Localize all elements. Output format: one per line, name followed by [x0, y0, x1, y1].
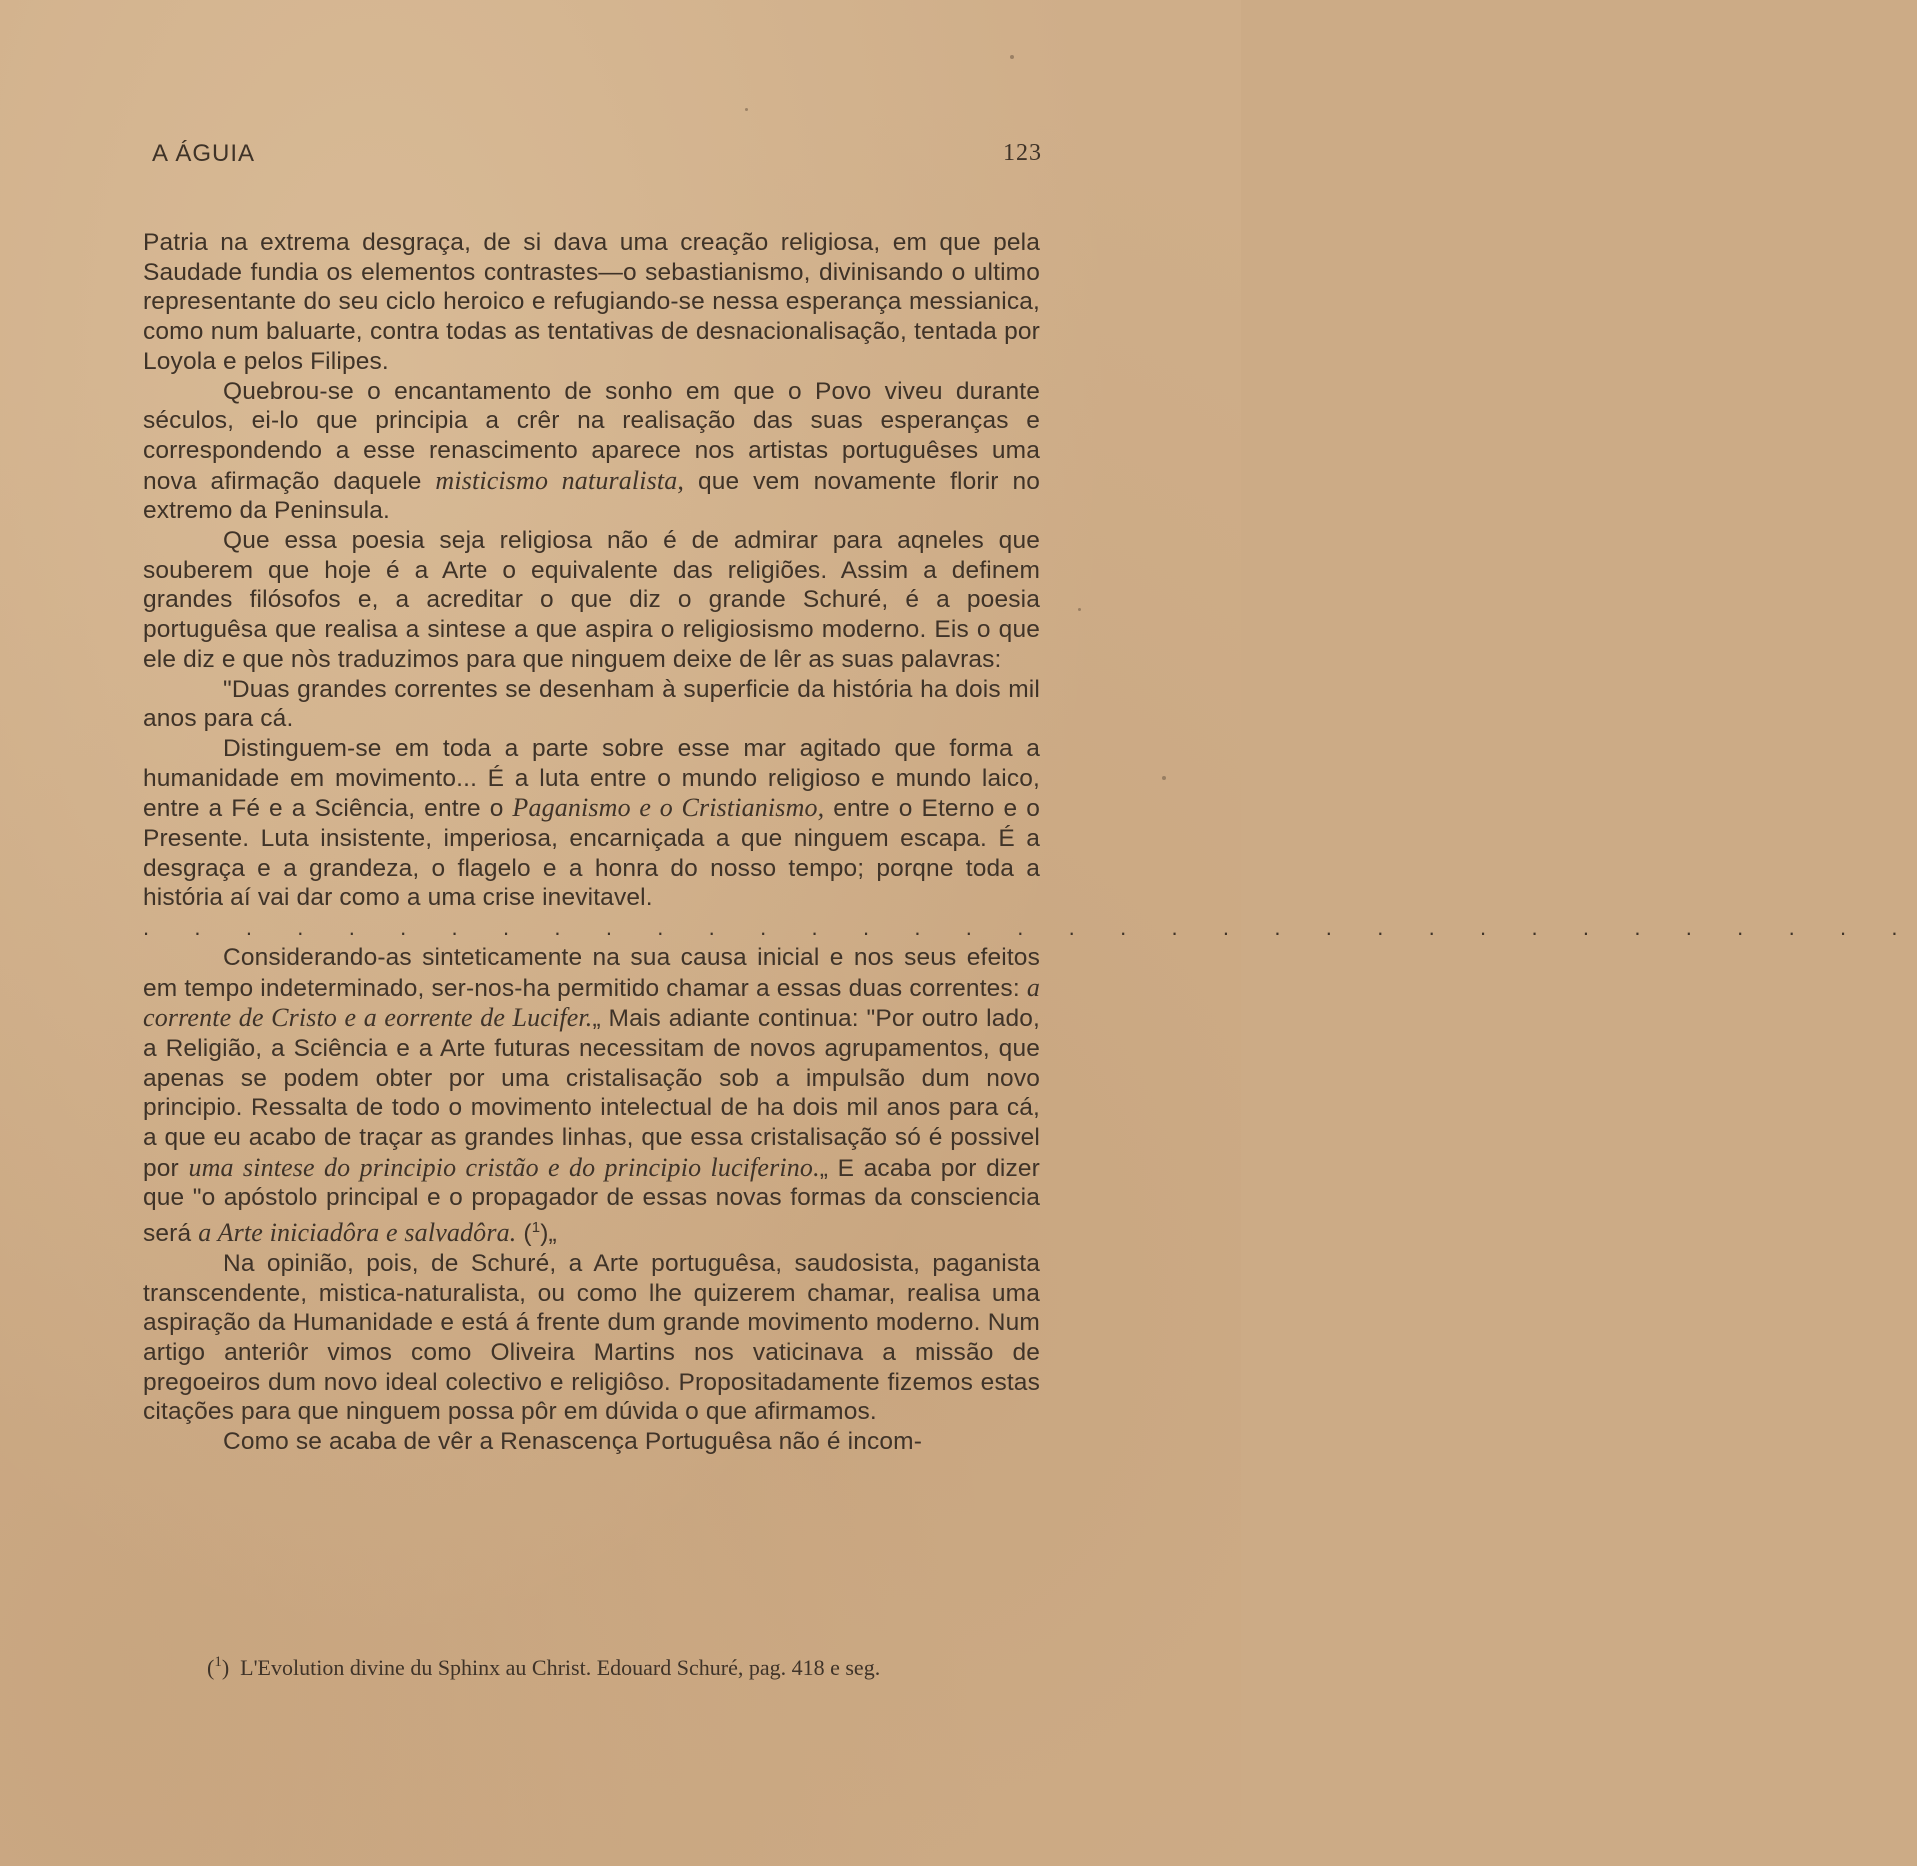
paragraph-text: Como se acaba de vêr a Renascença Portuguêsa não é incom- — [223, 1428, 923, 1456]
article-body — [143, 228, 1917, 1457]
paper-speck — [1010, 55, 1014, 59]
emphasis-text: a Arte iniciadôra e salvadôra. — [198, 1218, 517, 1248]
footnote — [207, 1648, 1037, 1682]
paper-speck — [1078, 608, 1081, 611]
paragraph-text: Patria na extrema desgraça, de si dava uma creação religiosa, em que pela Saudade fundia os elementos contrastes—o sebastianismo, divinisando o ultimo representante do seu ciclo heroico e refugiando-se nessa esperança messianica, como num baluarte, contra todas as tentativas de desnacionalisação, tentada por Loyola e pelos Filipes. — [143, 229, 1040, 375]
paragraph — [143, 377, 1040, 527]
paper-speck — [745, 108, 748, 111]
paragraph — [143, 526, 1040, 675]
paragraph — [143, 228, 1040, 377]
footnote-ref: ($^1$)„ — [523, 1219, 557, 1248]
emphasis-text: Paganismo e o Cristianismo, — [512, 793, 825, 823]
footnote-text: L'Evolution divine du Sphinx au Christ. Edouard Schuré, pag. 418 e seg. — [240, 1655, 881, 1680]
paragraph-text: „ Mais adiante continua: "Por outro lado, a Religião, a Sciência e a Arte futuras necessitam de novos agrupamentos, que apenas se podem obter por uma cristalisação sob a impulsão dum novo principio. Ressalta de todo o movimento intelectual de ha dois mil anos para cá, a que eu acabo de traçar as grandes linhas, que essa cristalisação só é possivel por — [143, 1005, 1040, 1182]
paragraph-text: Distinguem-se em toda a parte sobre esse mar agitado que forma a humanidade em movimento... É a luta entre o mundo religioso e mundo laico, entre a Fé e a Sciência, entre o — [143, 734, 1040, 823]
paragraph-text: "Duas grandes correntes se desenham à superficie da história ha dois mil anos para cá. — [143, 675, 1040, 733]
paper-speck — [1162, 776, 1166, 780]
page-number: 123 — [1003, 140, 1042, 166]
quotation-paragraph — [143, 675, 1040, 734]
footnote-marker: ($^1$) — [207, 1654, 230, 1680]
ellipsis-divider: . . . . . . . . . . . . . . . . . . . . . . . . . . . . . . . . . . . — [143, 915, 1917, 941]
paragraph-text: entre o Eterno e o Presente. Luta insistente, imperiosa, encarniçada a que ninguem escapa. É a desgraça e a grandeza, o flagelo e a honra do nosso tempo; porqne toda a história aí vai dar como a uma crise inevitavel. — [143, 795, 1040, 912]
emphasis-text: a corrente de Cristo e a eorrente de Lucifer. — [143, 972, 1040, 1033]
paragraph-text: „ E acaba por dizer que "o apóstolo principal e o propagador de essas novas formas da consciencia será — [143, 1154, 1040, 1248]
paragraph-text: que vem novamente florir no extremo da Peninsula. — [143, 467, 1040, 525]
paragraph-text: Considerando-as sinteticamente na sua causa inicial e nos seus efeitos em tempo indeterminado, ser-nos-ha permitido chamar a essas duas correntes: — [143, 943, 1040, 1002]
paragraph — [143, 1249, 1040, 1427]
page-header — [152, 140, 1042, 176]
quotation-paragraph — [143, 734, 1040, 913]
running-head: A ÁGUIA — [152, 140, 256, 167]
paragraph-text: Que essa poesia seja religiosa não é de admirar para aqneles que souberem que hoje é a Arte o equivalente das religiões. Assim a definem grandes filósofos e, a acreditar o que diz o grande Schuré, é a poesia portuguêsa que realisa a sintese a que aspira o religiosismo moderno. Eis o que ele diz e que nòs traduzimos para que ninguem deixe de lêr as suas palavras: — [143, 527, 1040, 673]
paragraph — [143, 943, 1040, 1249]
paragraph-text: Quebrou-se o encantamento de sonho em que o Povo viveu durante séculos, ei-lo que principia a crêr na realisação das suas esperanças e correspondendo a esse renascimento aparece nos artistas portuguêses uma nova afirmação daquele — [143, 377, 1040, 495]
paragraph — [143, 1427, 1040, 1457]
emphasis-text: misticismo naturalista, — [435, 465, 685, 495]
paragraph-text: Na opinião, pois, de Schuré, a Arte portuguêsa, saudosista, paganista transcendente, mistica-naturalista, ou como lhe quizerem chamar, realisa uma aspiração da Humanidade e está á frente dum grande movimento moderno. Num artigo anteriôr vimos como Oliveira Martins nos vaticinava a missão de pregoeiros dum novo ideal colectivo e religiôso. Propositadamente fizemos estas citações para que ninguem possa pôr em dúvida o que afirmamos. — [143, 1249, 1040, 1426]
emphasis-text: uma sintese do principio cristão e do principio luciferino. — [188, 1152, 820, 1182]
